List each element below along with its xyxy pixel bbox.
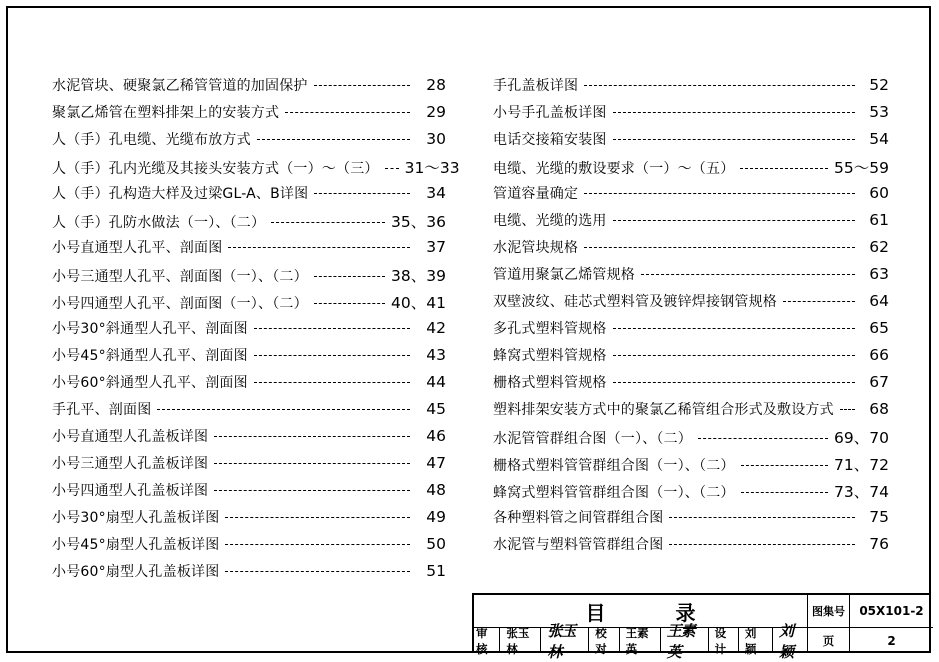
toc-entry xyxy=(493,372,889,399)
toc-entry-title: 小号30°斜通型人孔平、剖面图 xyxy=(52,321,248,337)
toc-entry xyxy=(52,480,446,507)
set-number-value: 05X101-2 xyxy=(850,595,933,628)
toc-entry xyxy=(493,102,889,129)
toc-entry-title: 小号手孔盖板详图 xyxy=(493,105,607,121)
toc-entry xyxy=(52,75,446,102)
toc-entry-page: 37 xyxy=(426,238,446,256)
toc-entry-page: 44 xyxy=(426,373,446,391)
checker-signature: 王素英 xyxy=(666,621,695,661)
toc-entry-title: 小号60°扇型人孔盖板详图 xyxy=(52,564,220,580)
toc-entry-page: 73、74 xyxy=(834,483,889,501)
toc-entry xyxy=(493,156,889,183)
toc-entry-title: 各种塑料管之间管群组合图 xyxy=(493,510,664,526)
toc-entry xyxy=(52,291,446,318)
dash-leader xyxy=(584,247,855,248)
toc-entry xyxy=(52,345,446,372)
page-number: 2 xyxy=(887,633,896,648)
toc-entry-page: 47 xyxy=(426,454,446,472)
toc-entry-page: 65 xyxy=(869,319,889,337)
dash-leader xyxy=(698,438,828,439)
dash-leader xyxy=(214,436,410,437)
toc-entry-title: 水泥管与塑料管管群组合图 xyxy=(493,537,664,553)
dash-leader xyxy=(214,490,410,491)
toc-entry-page: 40、41 xyxy=(391,294,446,312)
toc-entry xyxy=(52,561,446,588)
designer-signature: 刘颖 xyxy=(778,621,793,661)
toc-entry xyxy=(493,426,889,453)
dash-leader xyxy=(314,303,385,304)
toc-entry-title: 蜂窝式塑料管规格 xyxy=(493,348,607,364)
toc-entry-title: 人（手）孔防水做法（一）、（二） xyxy=(52,215,266,231)
toc-entry xyxy=(493,345,889,372)
signature-row xyxy=(474,621,808,661)
reviewer-signature: 张玉林 xyxy=(547,621,576,661)
toc-entry-page: 50 xyxy=(426,535,446,553)
toc-entry-page: 30 xyxy=(426,130,446,148)
toc-entry-page: 49 xyxy=(426,508,446,526)
set-number-label: 图集号 xyxy=(808,595,850,628)
toc-entry xyxy=(52,264,446,291)
dash-leader xyxy=(314,193,410,194)
toc-entry-title: 小号直通型人孔盖板详图 xyxy=(52,429,209,445)
toc-entry-title: 管道容量确定 xyxy=(493,186,579,202)
toc-entry-page: 63 xyxy=(869,265,889,283)
toc-entry-title: 双壁波纹、硅芯式塑料管及镀锌焊接钢管规格 xyxy=(493,294,777,310)
toc-entry xyxy=(493,318,889,345)
toc-entry xyxy=(52,102,446,129)
design-label: 设计 xyxy=(714,625,727,656)
toc-entry-title: 小号30°扇型人孔盖板详图 xyxy=(52,510,220,526)
toc-entry-title: 栅格式塑料管管群组合图（一）、（二） xyxy=(493,458,735,474)
toc-entry-page: 38、39 xyxy=(391,267,446,285)
toc-entry-page: 62 xyxy=(869,238,889,256)
toc-entry-title: 小号四通型人孔盖板详图 xyxy=(52,483,209,499)
toc-entry-page: 34 xyxy=(426,184,446,202)
toc-entry xyxy=(493,75,889,102)
dash-leader xyxy=(271,222,385,223)
toc-entry xyxy=(52,453,446,480)
toc-entry xyxy=(52,372,446,399)
toc-entry-page: 68 xyxy=(869,400,889,418)
dash-leader xyxy=(613,328,855,329)
toc-entry-title: 水泥管块规格 xyxy=(493,240,579,256)
toc-entry xyxy=(493,183,889,210)
dash-leader xyxy=(584,193,855,194)
title-block-title xyxy=(474,595,808,628)
dash-leader xyxy=(741,492,828,493)
dash-leader xyxy=(741,465,828,466)
toc-entry-title: 手孔盖板详图 xyxy=(493,78,579,94)
toc-entry-page: 43 xyxy=(426,346,446,364)
toc-entry-title: 电话交接箱安装图 xyxy=(493,132,607,148)
toc-left-column xyxy=(52,75,460,588)
title-char-2: 录 xyxy=(675,600,696,625)
title-block xyxy=(472,593,931,661)
toc-entry-page: 64 xyxy=(869,292,889,310)
page-label: 页 xyxy=(808,628,850,653)
toc-entry xyxy=(52,156,460,183)
toc-entry-page: 53 xyxy=(869,103,889,121)
toc-entry-page: 45 xyxy=(426,400,446,418)
toc-entry-page: 51 xyxy=(426,562,446,580)
toc-entry-title: 人（手）孔内光缆及其接头安装方式（一）～（三） xyxy=(52,161,379,177)
toc-entry-title: 小号60°斜通型人孔平、剖面图 xyxy=(52,375,248,391)
dash-leader xyxy=(840,409,855,410)
dash-leader xyxy=(254,355,410,356)
toc-entry xyxy=(493,237,889,264)
dash-leader xyxy=(254,382,410,383)
toc-entry-page: 29 xyxy=(426,103,446,121)
toc-entry-page: 71、72 xyxy=(834,456,889,474)
toc-entry-title: 管道用聚氯乙烯管规格 xyxy=(493,267,635,283)
toc-entry-title: 小号四通型人孔平、剖面图（一）、（二） xyxy=(52,296,308,312)
toc-entry-page: 46 xyxy=(426,427,446,445)
toc-entry-title: 多孔式塑料管规格 xyxy=(493,321,607,337)
toc-entry-title: 人（手）孔电缆、光缆布放方式 xyxy=(52,132,251,148)
toc-entry-title: 水泥管管群组合图（一）、（二） xyxy=(493,431,692,447)
toc-entry xyxy=(52,534,446,561)
toc-entry-title: 人（手）孔构造大样及过梁GL-A、B详图 xyxy=(52,186,309,202)
toc-entry-title: 小号45°扇型人孔盖板详图 xyxy=(52,537,220,553)
toc-entry-title: 蜂窝式塑料管管群组合图（一）、（二） xyxy=(493,485,735,501)
toc-entry xyxy=(493,507,889,534)
toc-entry xyxy=(493,480,889,507)
toc-entry-title: 水泥管块、硬聚氯乙稀管管道的加固保护 xyxy=(52,78,308,94)
toc-entry xyxy=(52,426,446,453)
toc-entry xyxy=(493,129,889,156)
dash-leader xyxy=(613,112,855,113)
toc-entry xyxy=(52,237,446,264)
dash-leader xyxy=(385,168,399,169)
toc-entry-page: 61 xyxy=(869,211,889,229)
designer-name: 刘 颖 xyxy=(744,625,757,656)
toc-entry-page: 67 xyxy=(869,373,889,391)
dash-leader xyxy=(214,463,410,464)
toc-entry xyxy=(493,291,889,318)
toc-entry-page: 75 xyxy=(869,508,889,526)
dash-leader xyxy=(613,220,855,221)
toc-entry-title: 小号三通型人孔平、剖面图（一）、（二） xyxy=(52,269,308,285)
title-char-1: 目 xyxy=(585,600,606,625)
toc-entry-page: 76 xyxy=(869,535,889,553)
toc-entry-title: 电缆、光缆的敷设要求（一）～（五） xyxy=(493,161,735,177)
dash-leader xyxy=(740,168,828,169)
checker-name: 王素英 xyxy=(625,625,649,656)
toc-entry-page: 28 xyxy=(426,76,446,94)
toc-entry xyxy=(493,534,889,561)
dash-leader xyxy=(225,517,410,518)
dash-leader xyxy=(225,544,410,545)
toc-entry xyxy=(52,210,446,237)
dash-leader xyxy=(314,85,410,86)
dash-leader xyxy=(228,247,410,248)
dash-leader xyxy=(613,355,855,356)
dash-leader xyxy=(669,517,855,518)
toc-entry-page: 52 xyxy=(869,76,889,94)
toc-entry-title: 栅格式塑料管规格 xyxy=(493,375,607,391)
toc-entry-page: 48 xyxy=(426,481,446,499)
toc-entry-title: 电缆、光缆的选用 xyxy=(493,213,607,229)
toc-entry xyxy=(493,453,889,480)
review-label: 审核 xyxy=(476,625,488,656)
dash-leader xyxy=(254,328,410,329)
toc-entry xyxy=(52,183,446,210)
dash-leader xyxy=(157,409,410,410)
dash-leader xyxy=(314,276,385,277)
toc-entry-page: 42 xyxy=(426,319,446,337)
reviewer-name: 张玉林 xyxy=(506,625,530,656)
toc-entry-page: 35、36 xyxy=(391,213,446,231)
dash-leader xyxy=(285,112,410,113)
toc-entry-title: 手孔平、剖面图 xyxy=(52,402,152,418)
toc-entry xyxy=(493,399,889,426)
dash-leader xyxy=(669,544,855,545)
toc-entry xyxy=(493,210,889,237)
toc-entry-page: 60 xyxy=(869,184,889,202)
toc-entry xyxy=(52,129,446,156)
toc-entry-title: 小号直通型人孔平、剖面图 xyxy=(52,240,223,256)
check-label: 校对 xyxy=(595,625,607,656)
dash-leader xyxy=(584,85,855,86)
toc-entry-page: 31～33 xyxy=(404,159,460,177)
dash-leader xyxy=(613,382,855,383)
dash-leader xyxy=(257,139,410,140)
dash-leader xyxy=(641,274,855,275)
toc-entry xyxy=(52,318,446,345)
dash-leader xyxy=(225,571,410,572)
toc-entry xyxy=(52,507,446,534)
dash-leader xyxy=(613,139,855,140)
dash-leader xyxy=(783,301,855,302)
toc-entry-page: 55～59 xyxy=(834,159,889,177)
toc-entry-title: 塑料排架安装方式中的聚氯乙稀管组合形式及敷设方式 xyxy=(493,402,834,418)
toc-entry-page: 66 xyxy=(869,346,889,364)
toc-entry-page: 69、70 xyxy=(834,429,889,447)
toc-right-column xyxy=(493,75,889,561)
toc-entry-title: 小号45°斜通型人孔平、剖面图 xyxy=(52,348,248,364)
toc-entry xyxy=(493,264,889,291)
toc-entry-page: 54 xyxy=(869,130,889,148)
toc-entry xyxy=(52,399,446,426)
toc-entry-title: 聚氯乙烯管在塑料排架上的安装方式 xyxy=(52,105,280,121)
toc-entry-title: 小号三通型人孔盖板详图 xyxy=(52,456,209,472)
